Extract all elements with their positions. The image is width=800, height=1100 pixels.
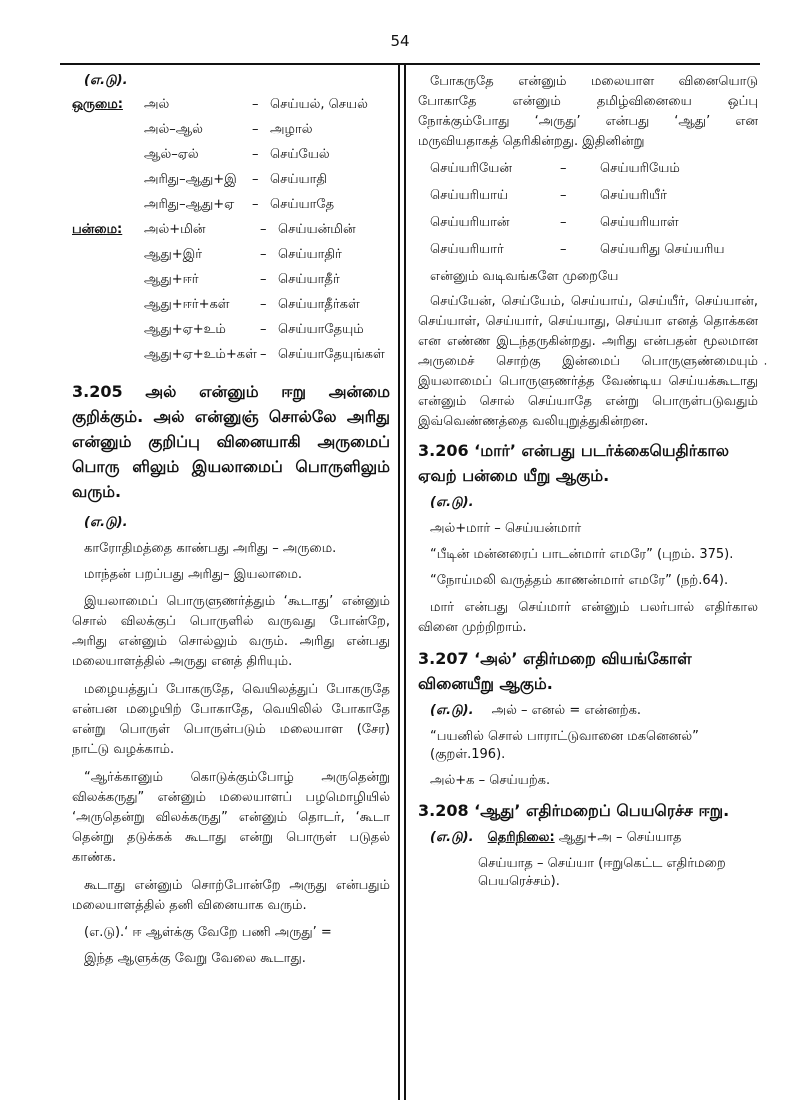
form-cell: செய்யரியாய் [430,188,509,203]
singular-table [72,96,390,221]
meaning-cell: செய்யாதீர்கள் [278,297,360,312]
dash: – [260,297,267,312]
example-marker: (எ.டு). [84,73,128,88]
example-line: மாந்தன் பறப்பது அரிது– இயலாமை. [84,567,303,582]
table-row [72,221,390,246]
example-text: ஆது+அ – செய்யாத [558,830,682,845]
label-terinilai: தெரிநிலை: [487,830,555,845]
dash: – [260,347,267,362]
header-rule [60,63,760,65]
column-divider-right [404,63,406,1100]
form-cell: செய்யரியார் [430,242,504,257]
dash: – [560,242,567,257]
paragraph: கூடாது என்னும் சொற்போன்றே அருது என்பதும் மலையாளத்தில் தனி வினையாக வரும். [72,878,390,913]
right-column [418,72,758,891]
dash: – [560,188,567,203]
form-cell: செய்யரியான் [430,215,510,230]
example-line: “பீடின் மன்னரைப் பாடன்மார் எமரே” (புறம். 375). [430,547,734,562]
plural-table [72,221,390,371]
example-marker: (எ.டு). [84,515,128,530]
form-cell: அல்–ஆல் [144,122,203,137]
form-cell: ஆது+ஏ+உம் [144,322,226,337]
table-row [72,271,390,296]
form-cell: அரிது–ஆது+ஏ [144,197,235,212]
table-row [72,196,390,221]
paragraph: மார் என்பது செய்மார் என்னும் பலர்பால் எதிர்கால வினை முற்றிறாம். [418,600,758,635]
form-cell: ஆது+ஈர் [144,272,199,287]
dash: – [260,272,267,287]
dash: – [252,122,259,137]
example-line [430,702,758,720]
table-row [72,146,390,171]
form-cell: செய்யரியேன் [430,161,512,176]
table-row [72,121,390,146]
table-row [430,214,758,241]
dash: – [252,197,259,212]
example-marker: (எ.டு). [430,830,474,845]
form-cell: ஆது+ஈர்+கள் [144,297,230,312]
paragraph: மழையத்துப் போகருதே, வெயிலத்துப் போகருதே என்பன மழையிற் போகாதே, வெயிலில் போகாதே என்று பொருள் பொருள்படும் மலையாள (சேர) நாட்டு வழக்காம். [72,682,390,757]
section-heading-3-205: 3.205 அல் என்னும் ஈறு அன்மை குறிக்கும். அல் என்னுஞ் சொல்லே அரிது என்னும் குறிப்பு வினையாகி அருமைப் பொரு ளிலும் இயலாமைப் பொருளிலும் வரும். [72,382,390,501]
example-line: இந்த ஆளுக்கு வேறு வேலை கூடாது. [84,951,306,966]
form-cell: செய்யரியீர் [600,188,667,203]
table-row [72,171,390,196]
dash: – [252,97,259,112]
form-cell: செய்யரியேம் [600,161,680,176]
column-divider-left [398,63,400,1100]
form-cell: ஆது+ஏ+உம்+கள் [144,347,257,362]
left-column [72,72,390,968]
form-cell: ஆது+இர் [144,247,203,262]
page-number: 54 [390,32,410,50]
table-row [72,296,390,321]
section-heading-3-207: 3.207 ‘அல்’ எதிர்மறை வியங்கோள் வினையீறு ஆகும். [418,649,692,693]
dash: – [260,322,267,337]
example-marker: (எ.டு). [430,703,474,718]
paragraph: என்னும் வடிவங்களே முறையே [430,269,619,284]
table-row [72,96,390,121]
section-heading-3-208: 3.208 ‘ஆது’ எதிர்மறைப் பெயரெச்ச ஈறு. [418,801,730,820]
meaning-cell: செய்யாதிர் [278,247,342,262]
paragraph: செய்யேன், செய்யேம், செய்யாய், செய்யீர், செய்யான், செய்யாள், செய்யார், செய்யாது, செய்யா எனத் தொக்கன என எண்ண இடந்தருகின்றது. அரிது என்பதன் மூலமான அருமைச் சொற்கு இன்மைப் பொருளுண்மையும் இயலாமைப் பொருளுணர்த்த வேண்டிய செய்யக்கூடாது என்னும் சொல் செய்யாதே என்று பொருள்படுவதும் இவ்வெண்ணத்தை வலியுறுத்துகின்றன. [418,294,758,429]
meaning-cell: செய்யாதீர் [278,272,340,287]
form-cell: செய்யரியாள் [600,215,679,230]
meaning-cell: செய்யாதி [270,172,328,187]
margin-mark: ⸱ [764,358,767,371]
table-row [72,321,390,346]
section-heading-3-206: 3.206 ‘மார்’ என்பது படர்க்கையெதிர்கால ஏவற் பன்மை யீறு ஆகும். [418,441,729,485]
forms-table [418,160,758,268]
example-line [430,829,758,847]
singular-label: ஒருமை: [72,97,123,112]
meaning-cell: செய்யேல் [270,147,330,162]
paragraph: “ஆர்க்கானும் கொடுக்கும்போழ் அருதென்று விலக்கருது” என்னும் மலையாளப் பழமொழியில் ‘அருதென்று விலக்கருது” என்னும் தொடர், ‘கூடா தென்று தடுக்கக் கூடாது என்று பொருள் படுதல் காண்க. [72,770,390,865]
dash: – [560,161,567,176]
table-row [430,241,758,268]
example-line: “பயனில் சொல் பாராட்டுவானை மகனெனல்” (குறள்.196). [430,729,699,762]
example-text: அல் – எனல் = என்னற்க. [491,703,642,718]
dash: – [252,172,259,187]
form-cell: செய்யரிது செய்யரிய [600,242,725,257]
meaning-cell: செய்யாதேயும் [278,322,364,337]
dash: – [252,147,259,162]
table-row [430,160,758,187]
example-line: (எ.டு).‘ ஈ ஆள்க்கு வேறே பணி அருது’ = [84,925,332,940]
example-line: அல்+க – செய்யற்க. [430,773,551,788]
dash: – [560,215,567,230]
form-cell: அரிது–ஆது+இ [144,172,237,187]
dash: – [260,222,267,237]
meaning-cell: செய்யாதே [270,197,335,212]
paragraph: இயலாமைப் பொருளுணர்த்தும் ‘கூடாது’ என்னும் சொல் விலக்குப் பொருளில் வருவது போன்றே, அரிது என்னும் சொல்லும் வரும். அரிது என்பது மலையாளத்தில் அருது எனத் திரியும். [72,594,390,669]
table-row [430,187,758,214]
table-row [72,246,390,271]
meaning-cell: செய்யன்மின் [278,222,356,237]
example-marker: (எ.டு). [430,495,474,510]
form-cell: அல்+மின் [144,222,206,237]
example-line: அல்+மார் – செய்யன்மார் [430,521,582,536]
example-line: “நோய்மலி வருத்தம் காணன்மார் எமரே” (நற்.64). [430,573,729,588]
meaning-cell: செய்யாதேயுங்கள் [278,347,385,362]
plural-label: பன்மை: [72,222,123,237]
example-line: காரோதிமத்தை காண்பது அரிது – அருமை. [84,541,337,556]
form-cell: ஆல்–ஏல் [144,147,199,162]
example-line: செய்யாத – செய்யா (ஈறுகெட்ட எதிர்மறை பெயரெச்சம்). [478,856,726,889]
paragraph: போகருதே என்னும் மலையாள வினையொடு போகாதே என்னும் தமிழ்வினையை ஒப்பு நோக்கும்போது ‘அருது’ என்பது ‘ஆது’ என மருவியதாகத் தெரிகின்றது. இதினின்று [418,74,758,149]
dash: – [260,247,267,262]
table-row [72,346,390,371]
meaning-cell: அழால் [270,122,313,137]
form-cell: அல் [144,97,170,112]
meaning-cell: செய்யல், செயல் [270,97,368,112]
